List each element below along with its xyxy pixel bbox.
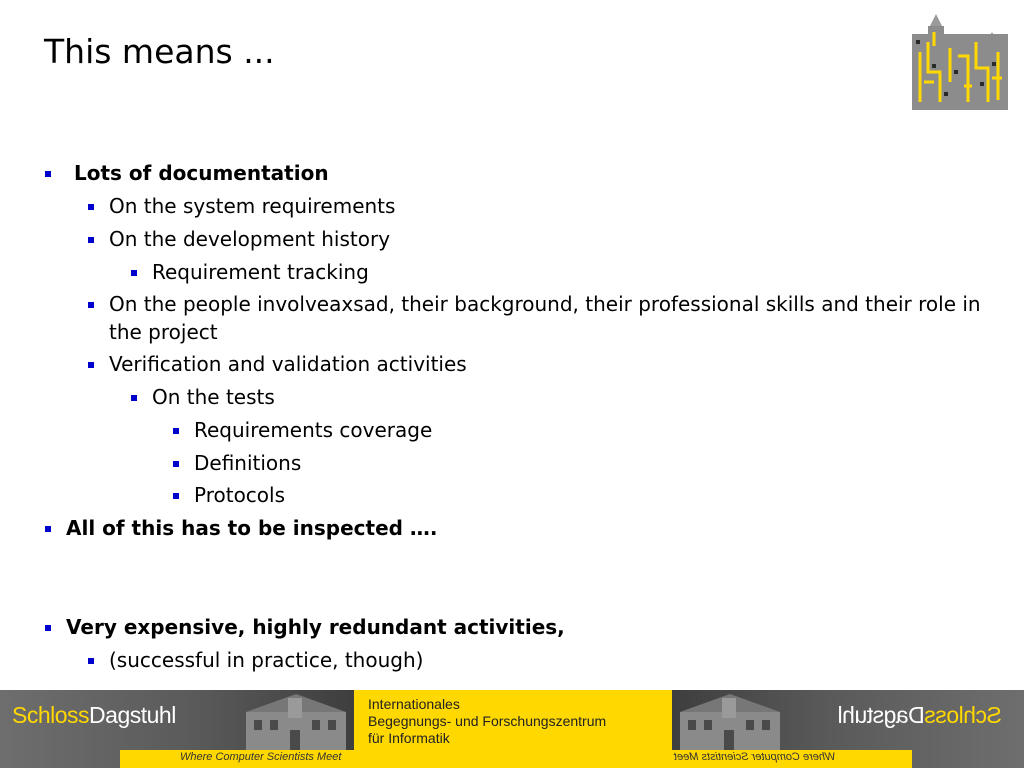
bullet-item [66,613,565,641]
footer-banner [0,690,1024,768]
square-bullet-icon [131,395,137,401]
square-bullet-icon [88,204,94,210]
institute-line: Internationales [368,696,460,712]
square-bullet-icon [45,526,51,532]
square-bullet-icon [131,270,137,276]
square-bullet-icon [173,428,179,434]
bullet-item [152,258,369,286]
bullet-item [194,416,432,444]
square-bullet-icon [88,302,94,308]
brand-dagstuhl: Dagstuhl [838,702,925,728]
institute-line: für Informatik [368,730,450,746]
bullet-text: On the development history [109,227,391,251]
bullet-item [152,383,275,411]
slide-title: This means ... [44,32,275,71]
bullet-text: Requirements coverage [194,418,433,442]
bullet-item [194,449,301,477]
schloss-dagstuhl-logo [12,702,176,729]
slogan-text: Where Computer Scientists Meet [180,751,342,763]
bullet-item [109,225,390,253]
bullet-text: Verification and validation activities [109,352,467,376]
square-bullet-icon [45,171,51,177]
square-bullet-icon [88,658,94,664]
bullet-text: On the tests [152,385,275,409]
schloss-dagstuhl-logo-mirrored [838,702,1002,729]
bullet-text: Requirement tracking [152,260,369,284]
bullet-item [109,290,989,346]
square-bullet-icon [173,461,179,467]
bullet-text: Protocols [194,483,286,507]
brand-schloss: Schloss [12,702,90,728]
bullet-item [66,514,438,542]
square-bullet-icon [173,493,179,499]
slogan-text-mirrored: Where Computer Scientists Meet [674,751,836,763]
bullet-item [109,192,395,220]
square-bullet-icon [45,625,51,631]
bullet-text: Very expensive, highly redundant activities, [66,615,565,639]
brand-schloss: Schloss [924,702,1002,728]
bullet-text: Definitions [194,451,302,475]
bullet-item [194,481,285,509]
institute-line: Begegnungs- und Forschungszentrum [368,713,607,729]
bullet-text: On the people involveaxsad, their background, their professional skills and their role in the project [109,292,981,344]
square-bullet-icon [88,237,94,243]
brand-dagstuhl: Dagstuhl [89,702,176,728]
institute-name [368,696,606,747]
castle-photo-icon [236,692,354,750]
square-bullet-icon [88,362,94,368]
bullet-text: Lots of documentation [74,161,329,185]
bullet-item [109,646,423,674]
bullet-text: All of this has to be inspected …. [66,516,438,540]
bullet-item [109,350,467,378]
institute-panel [354,690,672,768]
bullet-item [74,159,329,187]
bullet-text: On the system requirements [109,194,396,218]
bullet-text: (successful in practice, though) [109,648,424,672]
castle-photo-icon [672,692,790,750]
